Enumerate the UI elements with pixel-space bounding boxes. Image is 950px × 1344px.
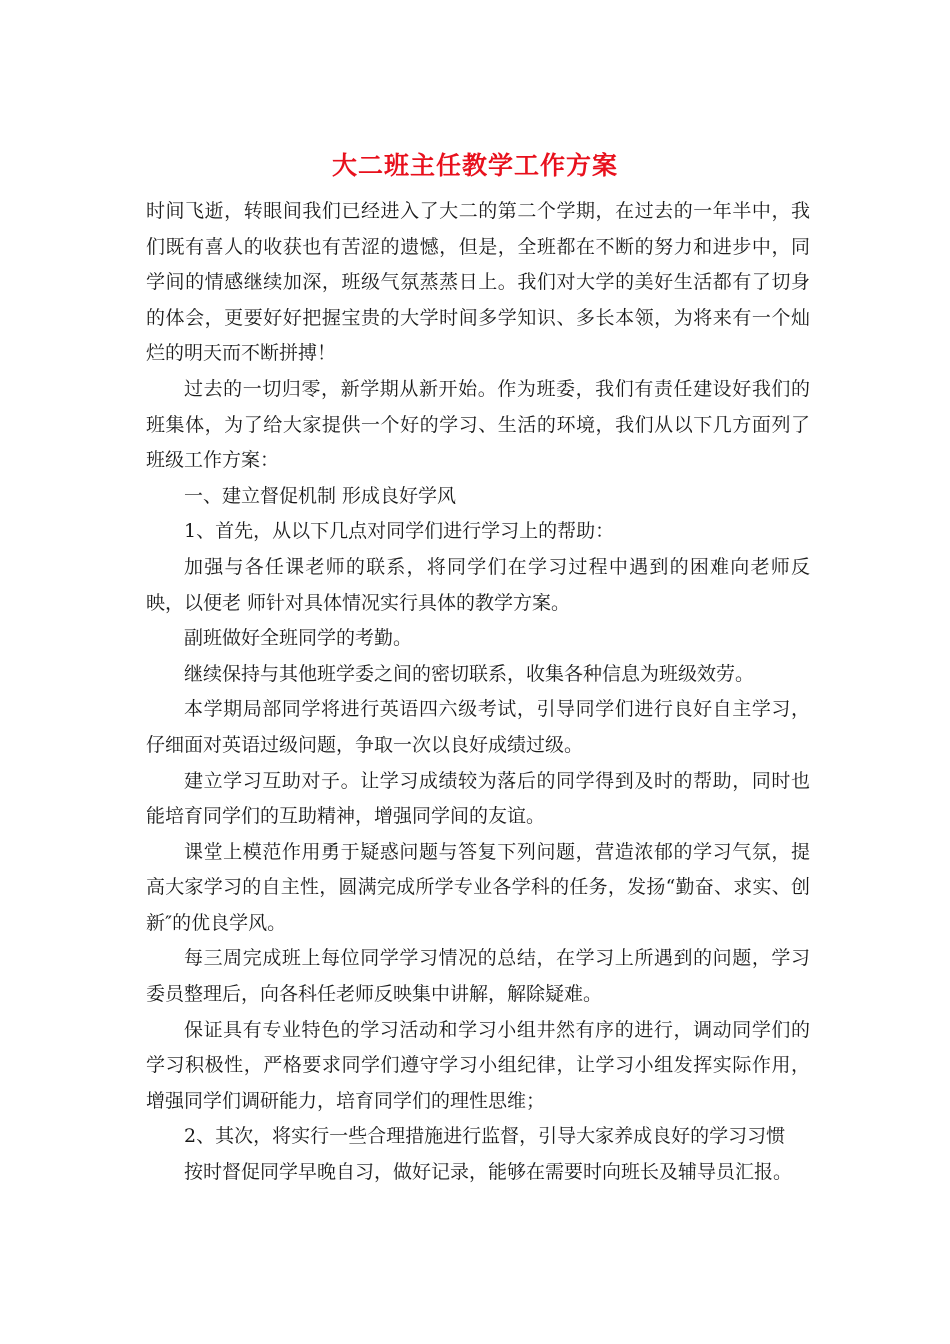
- list-heading: 2、其次，将实行一些合理措施进行监督，引导大家养成良好的学习习惯: [184, 1125, 786, 1148]
- list-heading: 1、首先，从以下几点对同学们进行学习上的帮助：: [184, 520, 615, 543]
- paragraph: 建立学习互助对子。让学习成绩较为落后的同学得到及时的帮助，同时也能培育同学们的互助精神，增强同学间的友谊。: [146, 769, 810, 828]
- paragraph: 保证具有专业特色的学习活动和学习小组井然有序的进行，调动同学们的学习积极性，严格要求同学们遵守学习小组纪律，让学习小组发挥实际作用，增强同学们调研能力，培育同学们的理性思维；: [146, 1018, 810, 1112]
- paragraph: 继续保持与其他班学委之间的密切联系，收集各种信息为班级效劳。: [184, 662, 755, 685]
- paragraph: 加强与各任课老师的联系，将同学们在学习过程中遇到的困难向老师反映，以便老 师针对具体情况实行具体的教学方案。: [146, 555, 810, 614]
- paragraph: 课堂上模范作用勇于疑惑问题与答复下列问题，营造浓郁的学习气氛，提高大家学习的自主性，圆满完成所学专业各学科的任务，发扬“勤奋、求实、创新″的优良学风。: [146, 840, 810, 934]
- paragraph: 本学期局部同学将进行英语四六级考试，引导同学们进行良好自主学习，仔细面对英语过级问题，争取一次以良好成绩过级。: [146, 698, 810, 756]
- paragraph-intro: 时间飞逝，转眼间我们已经进入了大二的第二个学期，在过去的一年半中，我们既有喜人的收获也有苦涩的遗憾，但是，全班都在不断的努力和进步中，同学间的情感继续加深，班级气氛蒸蒸日上。我们对大学的美好生活都有了切身的体会，更要好好把握宝贵的大学时间多学知识、多长本领，为将来有一个灿烂的明天而不断拼搏！: [146, 200, 810, 365]
- document-body: [146, 194, 810, 1191]
- paragraph: 按时督促同学早晚自习，做好记录，能够在需要时向班长及辅导员汇报。: [184, 1161, 793, 1184]
- paragraph: 每三周完成班上每位同学学习情况的总结，在学习上所遇到的问题，学习委员整理后，向各科任老师反映集中讲解，解除疑难。: [146, 947, 810, 1006]
- section-heading: 一、建立督促机制 形成良好学风: [184, 484, 457, 507]
- paragraph: 过去的一切归零，新学期从新开始。作为班委，我们有责任建设好我们的班集体，为了给大家提供一个好的学习、生活的环境，我们从以下几方面列了班级工作方案：: [146, 377, 810, 472]
- paragraph: 副班做好全班同学的考勤。: [184, 627, 413, 650]
- document-title: 大二班主任教学工作方案: [331, 151, 618, 180]
